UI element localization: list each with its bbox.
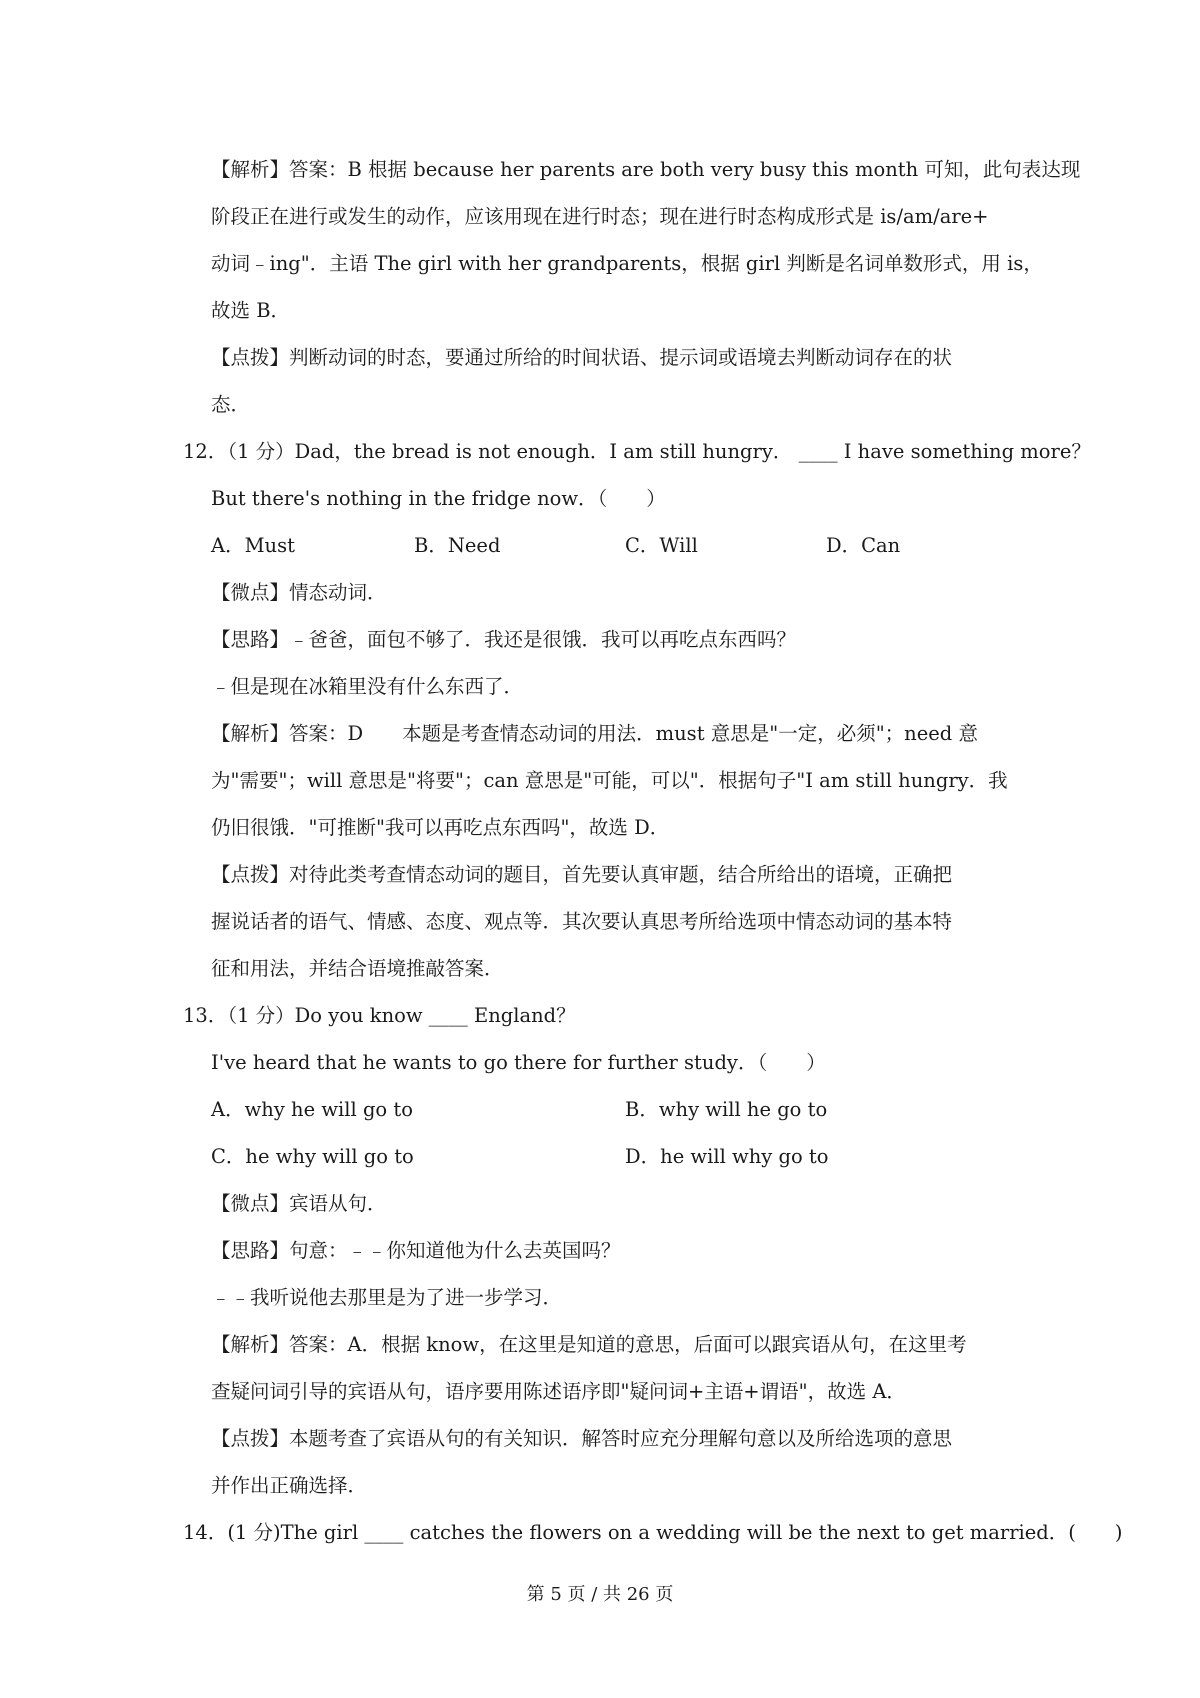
tip-text: 【点拨】判断动词的时态，要通过所给的时间状语、提示词或语境去判断动词存在的状 (211, 346, 953, 369)
tip-text: 握说话者的语气、情感、态度、观点等．其次要认真思考所给选项中情态动词的基本特 (211, 910, 953, 933)
option-b: B．Need (414, 534, 501, 557)
question-stem: 12．（1 分）Dad，the bread is not enough．I am still hungry． ____ I have something more？ (183, 440, 1091, 463)
option-b: B．why will he go to (625, 1098, 828, 1121)
option-d: D．Can (826, 534, 901, 557)
option-d: D．he will why go to (625, 1145, 829, 1168)
point-text: 【微点】宾语从句． (211, 1192, 387, 1215)
question-stem: I've heard that he wants to go there for further study．（ ） (211, 1051, 826, 1074)
analysis-text: 查疑问词引导的宾语从句，语序要用陈述语序即"疑问词+主语+谓语"，故选 A． (211, 1380, 906, 1403)
tip-text: 态． (211, 393, 251, 416)
page-footer: 第 5 页 / 共 26 页 (526, 1584, 674, 1605)
tip-text: 【点拨】对待此类考查情态动词的题目，首先要认真审题，结合所给出的语境，正确把 (211, 863, 953, 886)
question-stem: 14．(1 分)The girl ____ catches the flowers on a wedding will be the next to get married．( ) (183, 1521, 1123, 1544)
idea-text: ﹣但是现在冰箱里没有什么东西了． (211, 675, 524, 698)
analysis-text: 为"需要"；will 意思是"将要"；can 意思是"可能，可以"．根据句子"I am still hungry．我 (211, 769, 1008, 792)
option-c: C．he why will go to (211, 1145, 414, 1168)
analysis-text: 阶段正在进行或发生的动作，应该用现在进行时态；现在进行时态构成形式是 is/am/are+ (211, 205, 989, 228)
idea-text: ﹣﹣我听说他去那里是为了进一步学习． (211, 1286, 563, 1309)
option-a: A．why he will go to (211, 1098, 413, 1121)
tip-text: 【点拨】本题考查了宾语从句的有关知识．解答时应充分理解句意以及所给选项的意思 (211, 1427, 953, 1450)
analysis-text: 动词﹣ing"．主语 The girl with her grandparents，根据 girl 判断是名词单数形式，用 is， (211, 252, 1043, 275)
question-stem: 13．（1 分）Do you know ____ England？ (183, 1004, 576, 1027)
option-c: C．Will (625, 534, 698, 557)
tip-text: 征和用法，并结合语境推敲答案． (211, 957, 504, 980)
option-a: A．Must (211, 534, 295, 557)
analysis-text: 仍旧很饿．"可推断"我可以再吃点东西吗"，故选 D． (211, 816, 670, 839)
analysis-text: 故选 B． (211, 299, 291, 322)
analysis-text: 【解析】答案：B 根据 because her parents are both very busy this month 可知，此句表达现 (211, 158, 1081, 181)
point-text: 【微点】情态动词． (211, 581, 387, 604)
question-stem: But there's nothing in the fridge now．（ ） (211, 487, 666, 510)
idea-text: 【思路】句意：﹣﹣你知道他为什么去英国吗？ (211, 1239, 621, 1262)
analysis-text: 【解析】答案：A．根据 know，在这里是知道的意思，后面可以跟宾语从句，在这里考 (211, 1333, 967, 1356)
analysis-text: 【解析】答案：D 本题是考查情态动词的用法．must 意思是"一定，必须"；need 意 (211, 722, 978, 745)
tip-text: 并作出正确选择． (211, 1474, 368, 1497)
idea-text: 【思路】﹣爸爸，面包不够了．我还是很饿．我可以再吃点东西吗？ (211, 628, 797, 651)
